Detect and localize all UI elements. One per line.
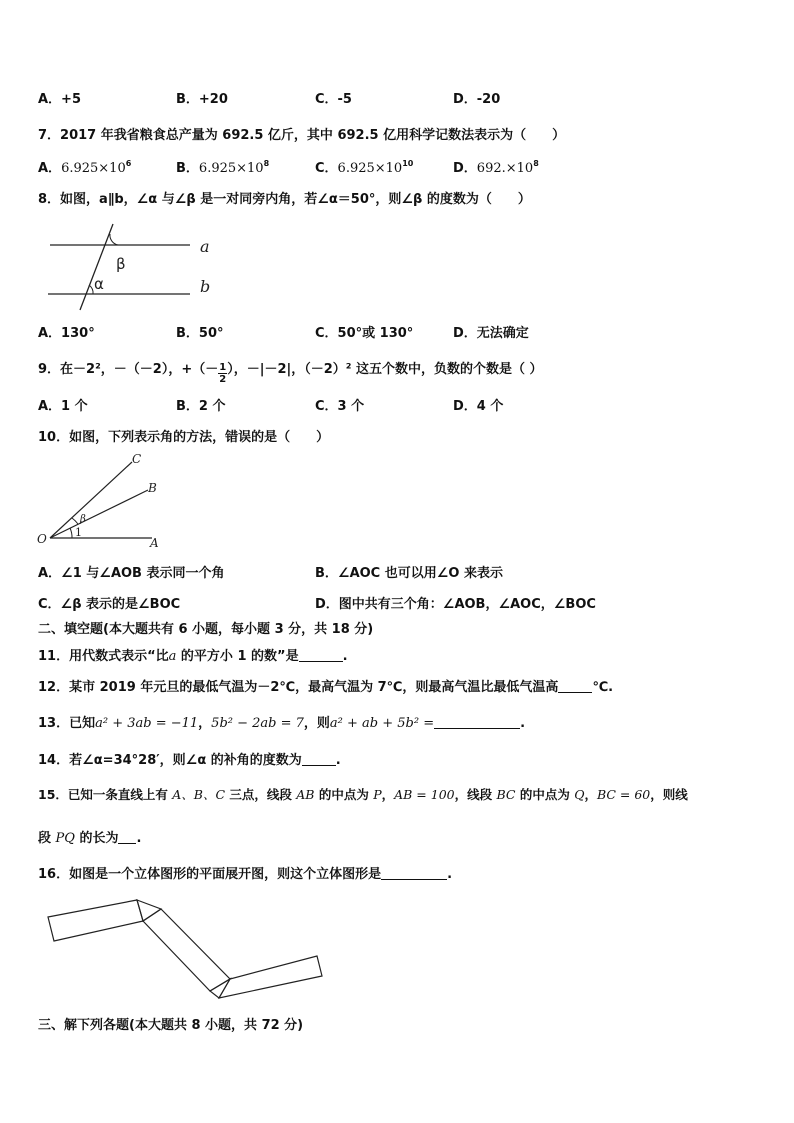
label-c: C bbox=[132, 452, 142, 466]
answer-blank bbox=[381, 867, 447, 880]
transversal bbox=[80, 224, 113, 310]
q10-option-c: C．∠β 表示的是∠BOC bbox=[38, 597, 181, 612]
label-b: b bbox=[200, 277, 211, 296]
q14: 14．若∠α=34°28′，则∠α 的补角的度数为 . bbox=[38, 753, 341, 768]
q10-angle-figure bbox=[34, 448, 166, 552]
q7-option-d: D．$692.\times 10^8$ bbox=[453, 159, 539, 176]
q9-option-c: C．3 个 bbox=[315, 399, 365, 414]
section-2-heading: 二、填空题(本大题共有 6 小题，每小题 3 分，共 18 分) bbox=[38, 622, 374, 637]
q15-line-2: 段 PQ 的长为 . bbox=[38, 831, 142, 846]
q8-option-a: A．130° bbox=[38, 326, 95, 341]
label-o: O bbox=[37, 532, 47, 546]
q6-option-d: D．-20 bbox=[453, 92, 501, 107]
label-a: a bbox=[200, 237, 210, 256]
net-right-rectangle bbox=[219, 956, 322, 998]
net-left-rectangle bbox=[48, 900, 143, 941]
answer-blank bbox=[299, 649, 343, 662]
q10-option-b: B．∠AOC 也可以用∠O 来表示 bbox=[315, 566, 503, 581]
q15-line-1: 15．已知一条直线上有 A、B、C 三点，线段 AB 的中点为 P，AB = 100，线段 BC 的中点为 Q，BC = 60，则线 bbox=[38, 787, 688, 802]
q7-option-b: B．$6.925\times 10^8$ bbox=[176, 159, 270, 176]
q9-option-a: A．1 个 bbox=[38, 399, 88, 414]
q8-stem: 8．如图，a∥b，∠α 与∠β 是一对同旁内角，若∠α＝50°，则∠β 的度数为（ ） bbox=[38, 192, 531, 207]
q8-option-d: D．无法确定 bbox=[453, 326, 529, 341]
answer-blank bbox=[434, 716, 520, 729]
ray-ob bbox=[50, 490, 148, 538]
section-3-heading: 三、解下列各题(本大题共 8 小题，共 72 分) bbox=[38, 1018, 304, 1033]
q10-stem: 10．如图，下列表示角的方法，错误的是（ ） bbox=[38, 430, 330, 445]
net-middle-rectangle bbox=[143, 909, 230, 991]
q9-option-b: B．2 个 bbox=[176, 399, 226, 414]
q9-stem: 9．在－2²，－（－2），+（－ $\frac{1}{2}$ ），－|－2|，（－2）² 这五个数中，负数的个数是（ ） bbox=[38, 362, 543, 385]
q9-option-d: D．4 个 bbox=[453, 399, 504, 414]
fraction-one-half: $\frac{1}{2}$ bbox=[219, 362, 227, 385]
q7-option-a: A．$6.925\times 10^6$ bbox=[38, 159, 132, 176]
q10-option-a: A．∠1 与∠AOB 表示同一个角 bbox=[38, 566, 225, 581]
q6-option-a: A．+5 bbox=[38, 92, 81, 107]
q8-parallel-lines-figure bbox=[40, 222, 230, 312]
answer-blank bbox=[302, 753, 336, 766]
label-one: 1 bbox=[75, 526, 82, 539]
q7-stem: 7．2017 年我省粮食总产量为 692.5 亿斤，其中 692.5 亿用科学记数法表示为（ ） bbox=[38, 128, 566, 143]
q13: 13．已知a² + 3ab = −11，5b² − 2ab = 7，则a² + ab + 5b² = . bbox=[38, 716, 526, 731]
q8-option-b: B．50° bbox=[176, 326, 224, 341]
q7-option-c: C．$6.925\times 10^{10}$ bbox=[315, 159, 414, 176]
q10-option-d: D．图中共有三个角：∠AOB，∠AOC，∠BOC bbox=[315, 597, 596, 612]
answer-blank bbox=[118, 831, 136, 844]
q11: 11．用代数式表示“比a 的平方小 1 的数”是 . bbox=[38, 649, 348, 664]
q12: 12．某市 2019 年元旦的最低气温为－2℃，最高气温为 7℃，则最高气温比最低气温高 ℃. bbox=[38, 680, 614, 695]
label-beta: β bbox=[80, 514, 86, 525]
q16: 16．如图是一个立体图形的平面展开图，则这个立体图形是 . bbox=[38, 867, 453, 882]
ray-oc bbox=[50, 462, 132, 538]
label-alpha: α bbox=[94, 275, 104, 293]
label-b: B bbox=[148, 481, 157, 495]
q6-option-b: B．+20 bbox=[176, 92, 228, 107]
q6-option-c: C．-5 bbox=[315, 92, 352, 107]
q16-net-figure bbox=[40, 890, 330, 1010]
label-a: A bbox=[150, 536, 159, 550]
q8-option-c: C．50°或 130° bbox=[315, 326, 414, 341]
angle-1-arc bbox=[70, 528, 72, 538]
answer-blank bbox=[558, 680, 592, 693]
net-left-triangle bbox=[137, 900, 161, 921]
beta-arc bbox=[110, 234, 118, 245]
angle-beta-arc bbox=[72, 518, 78, 524]
label-beta: β bbox=[116, 255, 126, 273]
